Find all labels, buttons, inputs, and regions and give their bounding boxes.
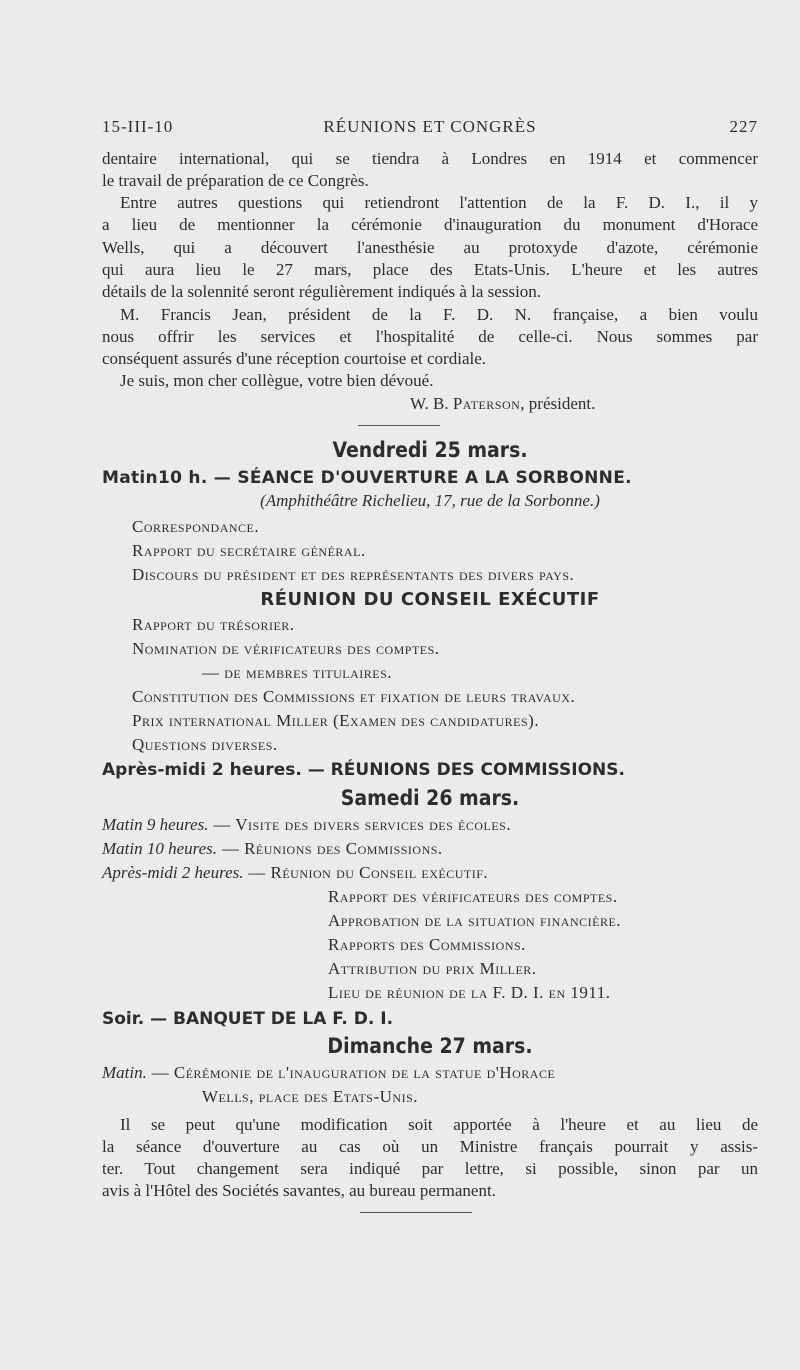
agenda-item: Rapport du trésorier. [132,615,295,634]
agenda-item: Prix international Miller (Examen des candidatures). [132,711,540,730]
evening-label: Soir. [102,1009,145,1029]
venue-line: (Amphithéâtre Richelieu, 17, rue de la Sorbonne.) [260,491,600,510]
closing-line: ter. Tout changement sera indiqué par lettre, si possible, sinon par un [102,1159,758,1178]
intro-line: le travail de préparation de ce Congrès. [102,171,369,190]
sub-item: Lieu de réunion de la F. D. I. en 1911. [328,983,611,1002]
header-date: 15-III-10 [102,117,174,136]
afternoon-session-title: — RÉUNIONS DES COMMISSIONS. [301,760,625,780]
intro-line: dentaire international, qui se tiendra à Londres en 1914 et commencer [102,149,758,168]
closing-line: avis à l'Hôtel des Sociétés savantes, au bureau permanent. [102,1181,496,1200]
schedule-time: Matin 10 heures. [102,839,218,858]
afternoon-time-label: Après-midi 2 heures. [102,760,302,780]
morning-time-label: Matin10 h. [102,468,208,488]
sunday-text: — Cérémonie de l'inauguration de la statue d'Horace [146,1063,556,1082]
page-number: 227 [729,117,758,136]
schedule-row [102,862,758,884]
agenda-item: Rapport du secrétaire général. [132,541,366,560]
day-heading-vendredi: Vendredi 25 mars. [332,438,528,462]
evening-line [102,1008,758,1030]
intro-line: a lieu de mentionner la cérémonie d'inauguration du monument d'Horace [102,215,758,234]
signature-name: Paterson [452,394,521,413]
divider [358,425,440,426]
signature-initials: W. B. [410,394,449,413]
schedule-row [102,814,758,836]
signature [410,393,710,415]
council-heading: RÉUNION DU CONSEIL EXÉCUTIF [260,589,600,610]
agenda-item: — de membres titulaires. [202,663,392,682]
sub-item: Rapports des Commissions. [328,935,526,954]
morning-session-title: — SÉANCE D'OUVERTURE A LA SORBONNE. [207,468,632,488]
divider [360,1212,472,1213]
agenda-item: Correspondance. [132,517,260,536]
schedule-text: — Réunions des Commissions. [217,839,443,858]
agenda-item: Constitution des Commissions et fixation de leurs travaux. [132,687,576,706]
evening-text: — BANQUET DE LA F. D. I. [144,1009,394,1029]
intro-line: Entre autres questions qui retiendront l'attention de la F. D. I., il y [120,193,758,212]
sunday-line-2: Wells, place des Etats-Unis. [202,1087,419,1106]
agenda-item: Questions diverses. [132,735,278,754]
intro-line: détails de la solennité seront régulièrement indiqués à la session. [102,282,542,301]
schedule-text: — Visite des divers services des écoles. [208,815,512,834]
signature-title: , président. [520,394,596,413]
header-title: RÉUNIONS ET CONGRÈS [323,117,537,136]
sub-item: Approbation de la situation financière. [328,911,622,930]
closing-line: la séance d'ouverture au cas où un Ministre français pourrait y assis- [102,1137,758,1156]
schedule-time: Après-midi 2 heures. [102,863,244,882]
sub-item: Rapport des vérificateurs des comptes. [328,887,618,906]
intro-line: Je suis, mon cher collègue, votre bien dévoué. [120,371,434,390]
schedule-text: — Réunion du Conseil exécutif. [243,863,489,882]
closing-line: Il se peut qu'une modification soit apportée à l'heure et au lieu de [120,1115,758,1134]
morning-session-line [102,467,758,489]
sunday-line [102,1062,758,1084]
day-heading-samedi: Samedi 26 mars. [340,786,520,810]
intro-line: conséquent assurés d'une réception courtoise et cordiale. [102,349,487,368]
intro-line: qui aura lieu le 27 mars, place des Etats-Unis. L'heure et les autres [102,260,758,279]
sub-item: Attribution du prix Miller. [328,959,537,978]
schedule-row [102,838,758,860]
schedule-time: Matin 9 heures. [102,815,209,834]
intro-line: nous offrir les services et l'hospitalité de celle-ci. Nous sommes par [102,327,758,346]
intro-line: Wells, qui a découvert l'anesthésie au protoxyde d'azote, cérémonie [102,238,758,257]
intro-line: M. Francis Jean, président de la F. D. N. française, a bien voulu [120,305,758,324]
day-heading-dimanche: Dimanche 27 mars. [327,1034,533,1058]
afternoon-session-line [102,759,758,781]
sunday-label: Matin. [102,1063,147,1082]
agenda-item: Discours du président et des représentants des divers pays. [132,565,575,584]
agenda-item: Nomination de vérificateurs des comptes. [132,639,440,658]
